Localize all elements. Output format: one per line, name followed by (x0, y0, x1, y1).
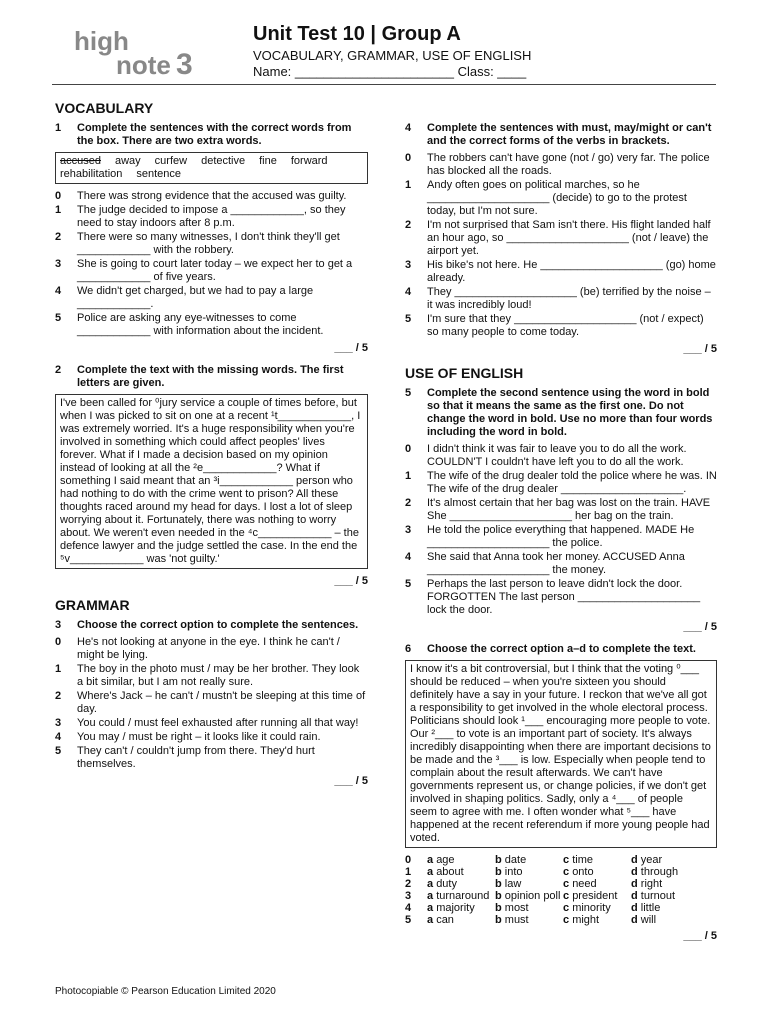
name-class-line: Name: ______________________ Class: ____ (253, 64, 527, 79)
score-task-6: ___ / 5 (683, 930, 717, 942)
question-item: 1 Andy often goes on political marches, so he ____________________ (decide) to go to the protest today, but I'm not sure. (405, 179, 687, 217)
word-box-item: away (114, 155, 141, 167)
question-item: 3 His bike's not here. He ____________________ (go) home already. (405, 259, 716, 284)
option-row: 3 a turnaround b opinion poll c president d turnout (405, 890, 676, 902)
word-box-item: sentence (136, 168, 182, 180)
task-4-instruction: 4 Complete the sentences with must, may/might or can't and the correct forms of the verbs in brackets. (405, 122, 712, 147)
grammar-heading: GRAMMAR (55, 597, 130, 613)
task-5-instruction: 5 Complete the second sentence using the word in bold so that it means the same as the first one. Do not change the word in bold. Use no more than four words including the word in bold. (405, 387, 713, 438)
word-box-item: forward (290, 155, 328, 167)
question-item: 4 She said that Anna took her money. ACCUSED Anna ____________________ the money. (405, 551, 685, 576)
task-3-instruction: 3 Choose the correct option to complete the sentences. (55, 619, 359, 631)
score-task-5: ___ / 5 (683, 621, 717, 633)
svg-text:high: high (74, 26, 129, 56)
question-item: 1 The boy in the photo must / may be her brother. They look a bit similar, but I am not really sure. (55, 663, 360, 688)
word-box-item: curfew (154, 155, 188, 167)
question-item: 3 You could / must feel exhausted after running all that way! (55, 717, 359, 729)
option-row: 4 a majority b most c minority d little (405, 902, 661, 914)
question-item: 1 The judge decided to impose a ____________, so they need to stay indoors after 8 p.m. (55, 204, 346, 229)
footer-copyright: Photocopiable © Pearson Education Limited 2020 (55, 986, 276, 997)
question-item: 0 The robbers can't have gone (not / go) very far. The police has blocked all the roads. (405, 152, 710, 177)
option-row: 2 a duty b law c need d right (405, 878, 663, 890)
question-item: 2 Where's Jack – he can't / mustn't be sleeping at this time of day. (55, 690, 366, 715)
word-box-item: fine (259, 155, 277, 167)
word-box-item: detective (201, 155, 246, 167)
question-item: 4 We didn't get charged, but we had to pay a large ____________. (55, 285, 314, 310)
page-title: Unit Test 10 | Group A (253, 23, 461, 45)
score-task-2: ___ / 5 (334, 575, 368, 587)
word-box-item: accused (60, 155, 101, 167)
question-item: 1 The wife of the drug dealer told the police where he was. IN The wife of the drug dealer ____________________. (405, 470, 717, 495)
use-of-english-heading: USE OF ENGLISH (405, 365, 524, 381)
word-box-item: rehabilitation (60, 168, 123, 180)
right-column (405, 100, 717, 942)
question-item: 5 Perhaps the last person to leave didn't lock the door. FORGOTTEN The last person ____________________ lock the door. (405, 578, 701, 616)
question-item: 4 They ____________________ (be) terrified by the noise – it was incredibly loud! (405, 286, 711, 311)
question-item: 2 I'm not surprised that Sam isn't there. His flight landed half an hour ago, so ____________________ (not / leave) the airport yet. (405, 219, 711, 257)
left-column (55, 100, 368, 787)
score-task-4: ___ / 5 (683, 343, 717, 355)
options-table (405, 854, 717, 926)
score-task-3: ___ / 5 (334, 775, 368, 787)
option-row: 1 a about b into c onto d through (405, 866, 679, 878)
question-item: 5 I'm sure that they ____________________ (not / expect) so many people to come today. (405, 313, 704, 338)
header-rule (52, 84, 716, 85)
question-item: 5 Police are asking any eye-witnesses to come ____________ with information about the incident. (55, 312, 324, 337)
question-item: 3 He told the police everything that happened. MADE He ____________________ the police. (405, 524, 695, 549)
task-6-instruction: 6 Choose the correct option a–d to complete the text. (405, 643, 696, 655)
task-2-instruction: 2 Complete the text with the missing words. The first letters are given. (55, 364, 344, 389)
page-subtitle: VOCABULARY, GRAMMAR, USE OF ENGLISH (253, 48, 532, 63)
gap-text-box: I've been called for ⁰jury service a couple of times before, but when I was picked to sit on one at a recent ¹t____________, I was extremely worried. It's a huge responsibility when you're involved in something which could affect peoples' lives forever. What if I made a decision based on my opinion instead of looking at all the ²e____________? What if something I said meant that an ³i____________ person who had nothing to do with the crime went to prison? All these thoughts raced around my head for days. I lost a lot of sleep worrying about it. Fortunately, there was nothing to worry about. We weren't even needed in the ⁴c____________ – the defence lawyer and the judge settled the case. In the end the ⁵v____________ was 'not guilty.' (55, 394, 368, 569)
cloze-text-box: I know it's a bit controversial, but I think that the voting ⁰___ should be reduced – when you're sixteen you should definitely have a say in your future. I reckon that we've all got a responsibility to get involved in the whole electoral process. Politicians should look ¹___ encouraging more people to vote. Our ²___ to vote is an important part of society. It's always incredibly disappointing when there are important decisions to be made and the ³___ is low. Especially when people tend to complain about the result afterwards. We can't have governments represent us, or change policies, if we don't get involved in shaping politics. Sadly, only a ⁴___ of people seem to agree with me. I often wonder what ⁵___ have happened at the recent referendum if more young people had voted. (405, 660, 717, 848)
question-item: 2 It's almost certain that her bag was lost on the train. HAVE She ____________________ her bag on the train. (405, 497, 711, 522)
svg-text:note: note (116, 50, 171, 78)
question-item: 0 I didn't think it was fair to leave you to do all the work. COULDN'T I couldn't have left you to do all the work. (405, 443, 687, 468)
question-item: 5 They can't / couldn't jump from there. They'd hurt themselves. (55, 745, 315, 770)
score-task-1: ___ / 5 (334, 342, 368, 354)
question-item: 0 There was strong evidence that the accused was guilty. (55, 190, 347, 202)
option-row: 0 a age b date c time d year (405, 854, 663, 866)
question-item: 2 There were so many witnesses, I don't think they'll get ____________ with the robbery. (55, 231, 340, 256)
question-item: 3 She is going to court later today – we expect her to get a ____________ of five years. (55, 258, 353, 283)
svg-text:3: 3 (176, 48, 193, 78)
vocabulary-heading: VOCABULARY (55, 100, 154, 116)
word-box (55, 152, 368, 184)
option-row: 5 a can b must c might d will (405, 914, 657, 926)
task-1-instruction: 1 Complete the sentences with the correct words from the box. There are two extra words. (55, 122, 352, 147)
question-item: 4 You may / must be right – it looks like it could rain. (55, 731, 321, 743)
question-item: 0 He's not looking at anyone in the eye. I think he can't / might be lying. (55, 636, 340, 661)
high-note-logo (72, 26, 204, 78)
